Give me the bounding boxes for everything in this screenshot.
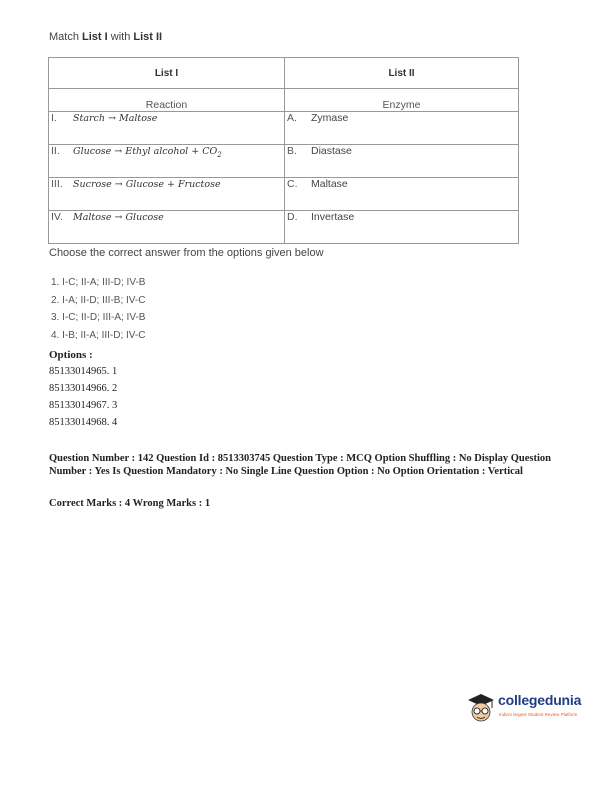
reaction-text [73,146,222,157]
enzyme-text: Diastase [311,145,352,157]
match-table [48,57,519,244]
row-letter: C. [287,178,298,190]
option-code: 85133014965. 1 [49,366,118,377]
table-row [49,178,519,211]
enzyme-cell [285,211,519,244]
answer-option: 4. I-B; II-A; III-D; IV-C [51,329,146,341]
reaction-main: Glucose → Ethyl alcohol + CO [73,146,218,157]
marks-info: Correct Marks : 4 Wrong Marks : 1 [49,498,211,509]
col2-header: List II [285,58,519,89]
table-row [49,211,519,244]
table-header-row [49,58,519,89]
mascot-icon [466,692,496,726]
row-number: III. [51,178,63,190]
logo-name: collegedunia [498,692,582,708]
reaction-cell [49,112,285,145]
heading-mid: with [107,31,134,43]
reaction-cell [49,178,285,211]
option-code: 85133014967. 3 [49,400,118,411]
enzyme-text: Invertase [311,211,355,223]
row-letter: D. [287,211,298,223]
options-heading: Options : [49,349,93,361]
reaction-text: Sucrose → Glucose + Fructose [73,179,221,190]
reaction-cell [49,211,285,244]
row-number: IV. [51,211,63,223]
reaction-text: Maltose → Glucose [73,212,164,223]
reaction-text: Starch → Maltose [73,113,158,124]
col2-subheader: Enzyme [285,89,519,112]
option-code: 85133014966. 2 [49,383,118,394]
question-heading [49,31,162,43]
answer-option: 1. I-C; II-A; III-D; IV-B [51,277,146,288]
row-letter: A. [287,112,297,124]
choose-instruction: Choose the correct answer from the options given below [49,247,324,259]
enzyme-cell [285,112,519,145]
heading-list2: List II [133,31,163,43]
option-code: 85133014968. 4 [49,417,118,428]
answer-option: 3. I-C; II-D; III-A; IV-B [51,312,146,323]
table-row [49,145,519,178]
table-subheader-row [49,89,519,112]
heading-prefix: Match [49,31,83,43]
answer-options-list [51,277,145,347]
reaction-subscript: 2 [217,150,222,159]
col1-subheader: Reaction [49,89,285,112]
enzyme-cell [285,145,519,178]
collegedunia-logo [466,690,596,730]
enzyme-cell [285,178,519,211]
reaction-cell [49,145,285,178]
answer-option: 2. I-A; II-D; III-B; IV-C [51,294,146,306]
heading-list1: List I [82,31,108,43]
col1-header: List I [49,58,285,89]
row-number: I. [51,112,57,124]
enzyme-text: Zymase [311,112,349,124]
table-row [49,112,519,145]
enzyme-text: Maltase [311,178,348,190]
option-codes-list [49,366,117,434]
row-number: II. [51,145,60,157]
row-letter: B. [287,145,297,157]
logo-tagline: India's largest Student Review Platform [499,712,578,717]
question-metadata: Question Number : 142 Question Id : 8513303745 Question Type : MCQ Option Shuffling : No Display Question Number : Yes Is Question Mandatory : No Single Line Question Option : No Option Orientation : Vertical [49,453,552,477]
